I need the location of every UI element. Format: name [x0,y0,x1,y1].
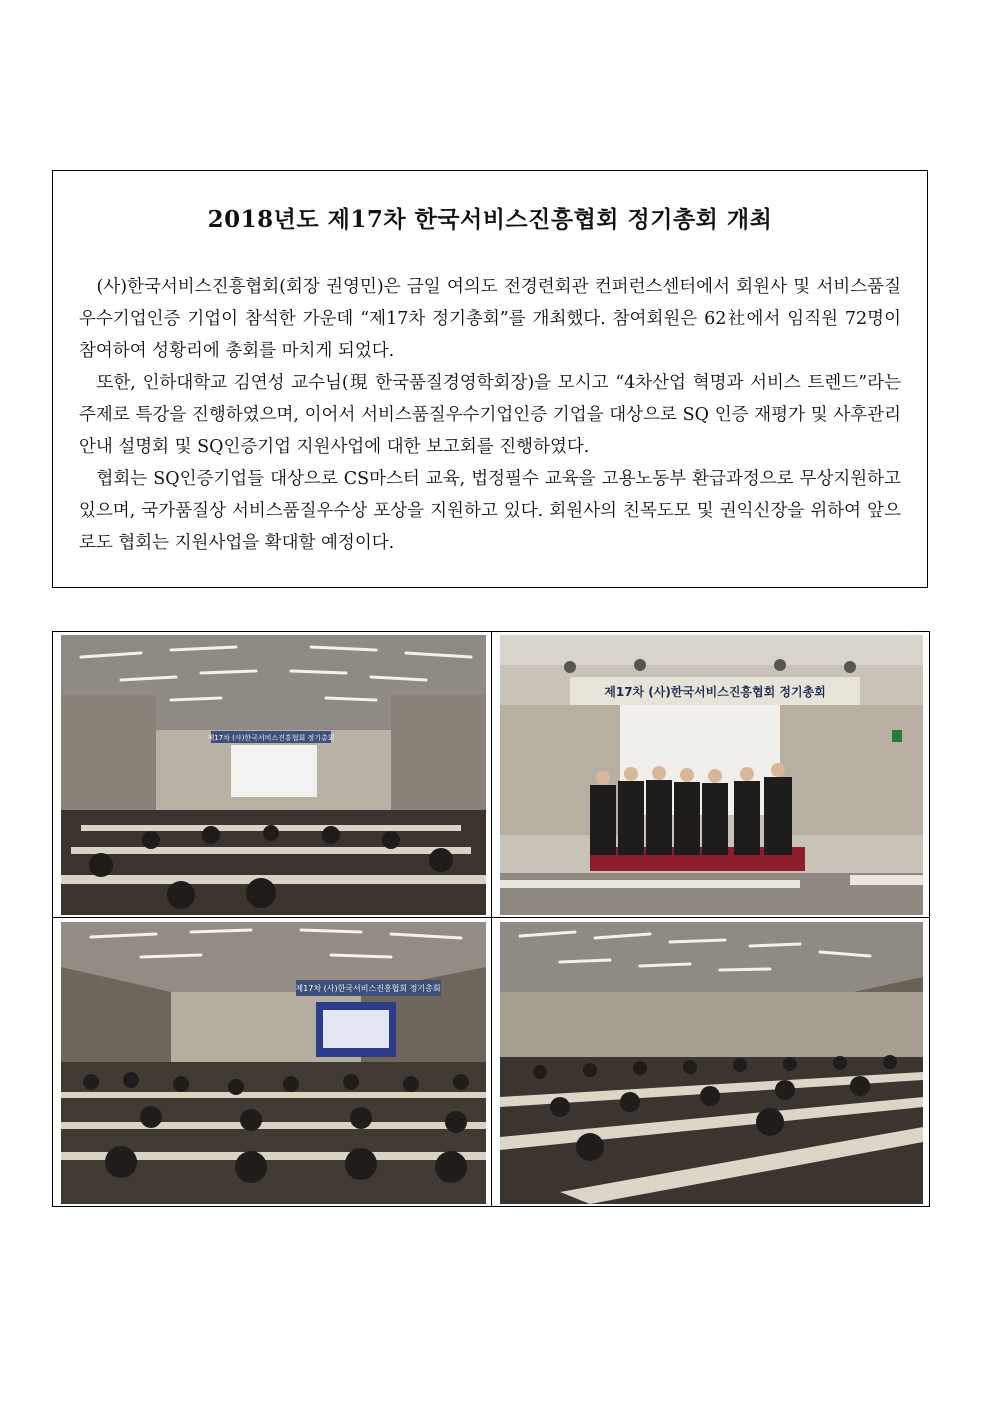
banner-text: 제17차 (사)한국서비스진흥협회 정기총회 [604,685,826,699]
article-box [52,170,928,588]
photo-hall-rear-view [61,635,486,915]
photo-group-portrait [500,635,923,915]
photo-grid [52,631,930,1207]
photo-lecture-session [61,922,486,1204]
grid-divider-horizontal [53,917,929,918]
article-body [79,271,901,559]
paragraph-2: 또한, 인하대학교 김연성 교수님(現 한국품질경영학회장)을 모시고 “4차산업 혁명과 서비스 트렌드”라는 주제로 특강을 진행하였으며, 이어서 서비스품질우수기업인증 기업을 대상으로 SQ 인증 재평가 및 사후관리 안내 설명회 및 SQ인증기업 지원사업에 대한 보고회를 진행하였다. [79,373,901,457]
banner-text: 제17차 (사)한국서비스진흥협회 정기총회 [295,984,441,993]
photo-attendees-side-view [500,922,923,1204]
article-title: 2018년도 제17차 한국서비스진흥협회 정기총회 개최 [207,206,773,233]
banner-text: 제17차 (사)한국서비스진흥협회 정기총회 [207,734,335,742]
paragraph-1: (사)한국서비스진흥협회(회장 권영민)은 금일 여의도 전경련회관 컨퍼런스센터에서 회원사 및 서비스품질우수기업인증 기업이 참석한 가운데 “제17차 정기총회”를 개최했다. 참여회원은 62社에서 임직원 72명이 참여하여 성황리에 총회를 마치게 되었다. [79,277,901,361]
grid-divider-vertical [491,632,492,1206]
paragraph-3: 협회는 SQ인증기업들 대상으로 CS마스터 교육, 법정필수 교육을 고용노동부 환급과정으로 무상지원하고 있으며, 국가품질상 서비스품질우수상 포상을 지원하고 있다. 회원사의 친목도모 및 권익신장을 위하여 앞으로도 협회는 지원사업을 확대할 예정이다. [79,469,901,553]
